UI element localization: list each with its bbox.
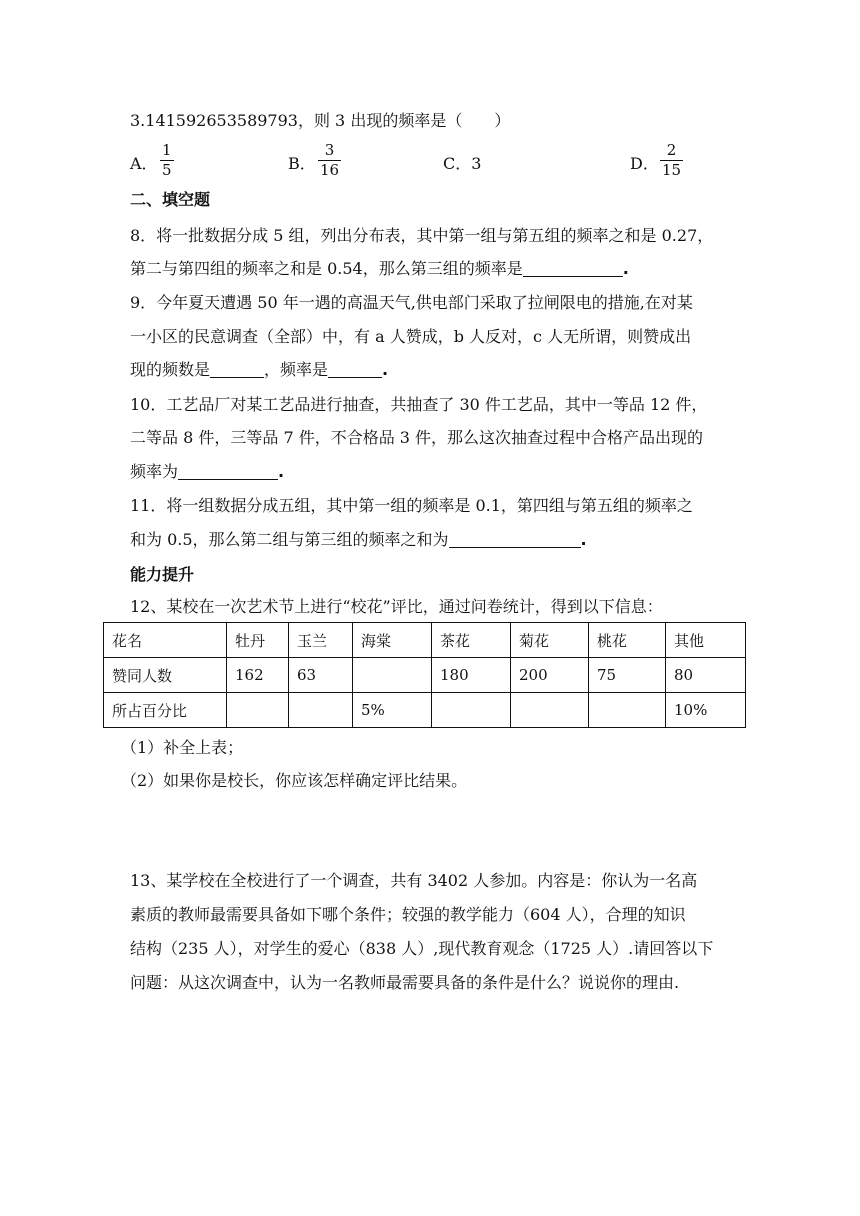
denominator: 16 (320, 161, 340, 179)
q12-sub-1: （1）补全上表； (121, 738, 244, 757)
q8-line-1: 8．将一批数据分成 5 组，列出分布表，其中第一组与第五组的频率之和是 0.27， (130, 226, 714, 245)
period: . (382, 360, 389, 379)
q9-line-2: 一小区的民意调查（全部）中，有 a 人赞成，b 人反对，c 人无所谓，则赞成出 (130, 327, 692, 346)
answer-blank[interactable] (328, 361, 382, 378)
q12-stem: 12、某校在一次艺术节上进行“校花”评比，通过问卷统计，得到以下信息： (130, 597, 663, 616)
option-label: C．3 (443, 154, 482, 173)
table-cell: 其他 (666, 623, 746, 658)
q10-line-1: 10．工艺品厂对某工艺品进行抽查，共抽查了 30 件工艺品，其中一等品 12 件， (130, 395, 708, 414)
q10-line-2: 二等品 8 件，三等品 7 件，不合格品 3 件，那么这次抽查过程中合格产品出现的 (130, 428, 704, 447)
answer-blank[interactable] (449, 531, 581, 548)
table-cell-empty[interactable] (432, 693, 511, 728)
q12-sub-2: （2）如果你是校长，你应该怎样确定评比结果。 (121, 771, 468, 790)
fraction (160, 142, 174, 179)
table-row-header (104, 623, 746, 658)
table-cell: 10% (666, 693, 746, 728)
q10-text: 频率为 (130, 462, 179, 481)
table-cell: 海棠 (353, 623, 432, 658)
section-heading-ability: 能力提升 (130, 565, 195, 584)
table-cell: 赞同人数 (104, 658, 227, 693)
table-cell: 5% (353, 693, 432, 728)
period: . (278, 462, 285, 481)
q11-text: 和为 0.5，那么第二组与第三组的频率之和为 (130, 530, 449, 549)
table-cell: 63 (289, 658, 353, 693)
table-cell: 180 (432, 658, 511, 693)
table-cell: 200 (511, 658, 589, 693)
fraction (660, 142, 683, 179)
table-row-percent (104, 693, 746, 728)
table-cell: 玉兰 (289, 623, 353, 658)
table-cell-empty[interactable] (289, 693, 353, 728)
q9-text-a: 现的频数是 (130, 360, 211, 379)
fraction (318, 142, 341, 179)
q8-text: 第二与第四组的频率之和是 0.54，那么第三组的频率是 (130, 259, 523, 278)
table-cell-empty[interactable] (511, 693, 589, 728)
table-row-votes (104, 658, 746, 693)
table-cell-empty[interactable] (589, 693, 666, 728)
answer-blank[interactable] (523, 260, 623, 277)
option-label: B． (288, 154, 316, 173)
numerator: 1 (162, 141, 172, 159)
period: . (622, 259, 629, 278)
q7-stem: 3.141592653589793，则 3 出现的频率是（ ） (130, 111, 511, 130)
denominator: 15 (662, 161, 682, 179)
table-cell-empty[interactable] (227, 693, 289, 728)
table-cell: 茶花 (432, 623, 511, 658)
flower-vote-table (103, 622, 746, 728)
q9-line-1: 9．今年夏天遭遇 50 年一遇的高温天气,供电部门采取了拉闸限电的措施,在对某 (130, 293, 693, 312)
q13-line-4: 问题：从这次调查中，认为一名教师最需要具备的条件是什么？说说你的理由. (130, 973, 680, 992)
table-cell: 桃花 (589, 623, 666, 658)
q10-line-3 (130, 462, 284, 482)
answer-blank[interactable] (178, 463, 278, 480)
q13-line-3: 结构（235 人），对学生的爱心（838 人）,现代教育观念（1725 人）.请回答以下 (130, 939, 714, 958)
q11-line-2 (130, 530, 587, 550)
answer-blank[interactable] (210, 361, 264, 378)
period: . (580, 530, 587, 549)
table-cell: 75 (589, 658, 666, 693)
table-cell: 所占百分比 (104, 693, 227, 728)
q13-line-1: 13、某学校在全校进行了一个调查，共有 3402 人参加。内容是：你认为一名高 (130, 871, 698, 890)
table-cell: 菊花 (511, 623, 589, 658)
table-cell: 花名 (104, 623, 227, 658)
numerator: 2 (666, 141, 677, 159)
q9-text-b: ，频率是 (264, 360, 329, 379)
option-label: A． (130, 154, 158, 173)
denominator: 5 (162, 161, 172, 179)
numerator: 3 (324, 141, 335, 159)
q8-line-2 (130, 259, 629, 279)
table-cell: 80 (666, 658, 746, 693)
q13-line-2: 素质的教师最需要具备如下哪个条件；较强的教学能力（604 人），合理的知识 (130, 905, 686, 924)
section-heading-fill-in: 二、填空题 (130, 190, 211, 209)
table-cell: 牡丹 (227, 623, 289, 658)
q9-line-3 (130, 360, 388, 380)
option-label: D． (630, 154, 659, 173)
q11-line-1: 11．将一组数据分成五组，其中第一组的频率是 0.1，第四组与第五组的频率之 (130, 496, 693, 515)
table-cell-empty[interactable] (353, 658, 432, 693)
table-cell: 162 (227, 658, 289, 693)
